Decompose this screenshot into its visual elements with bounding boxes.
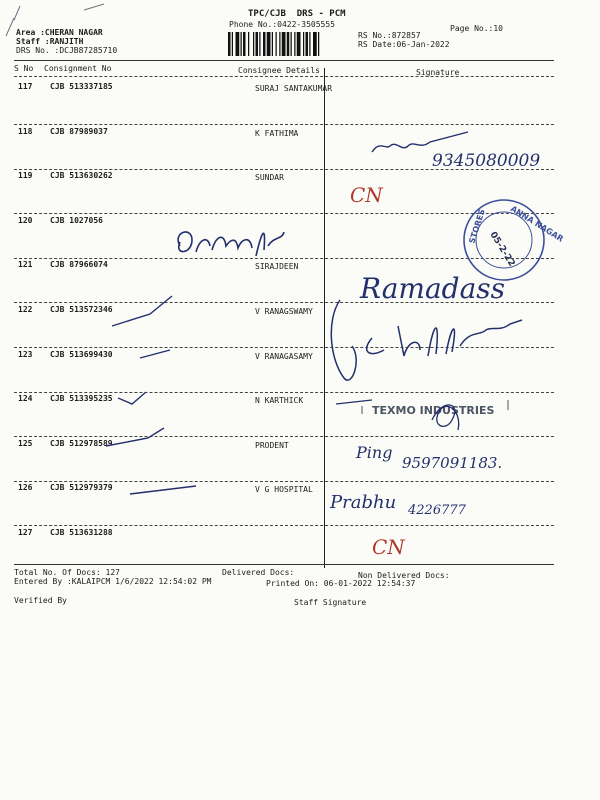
row-sno: 126	[18, 483, 33, 493]
page-number: Page No.:10	[450, 24, 503, 33]
entered-by: Entered By :KALAIPCM 1/6/2022 12:54:02 PM	[14, 577, 212, 586]
barcode-bar	[228, 32, 231, 56]
barcode-bar	[263, 32, 266, 56]
barcode-bar	[267, 32, 271, 56]
row-consignment-no: CJB 513630262	[50, 171, 113, 181]
row-sno: 123	[18, 349, 33, 359]
phone-number: Phone No.:0422-3505555	[229, 20, 335, 29]
row-separator	[14, 392, 554, 393]
barcode-bar	[309, 32, 310, 56]
header-rule-bottom	[14, 76, 554, 77]
row-consignment-no: CJB 87989037	[50, 126, 108, 136]
checkmark-row-123	[140, 350, 170, 358]
row-separator	[14, 213, 554, 214]
column-divider	[324, 68, 325, 568]
row-sno: 120	[18, 215, 33, 225]
row-sno: 119	[18, 171, 33, 181]
row-consignment-no: CJB 513699430	[50, 349, 113, 359]
stamp-date: 05-2-22	[487, 230, 517, 269]
col-header-signature: Signature	[416, 68, 460, 77]
row-consignment-no: CJB 513572346	[50, 305, 113, 314]
drs-number: DRS No. :DCJB87285710	[16, 46, 118, 55]
barcode-bar	[294, 32, 295, 56]
barcode-bar	[276, 32, 277, 56]
signature-row-121: Ramadass	[360, 272, 506, 305]
row-sno: 118	[18, 126, 33, 136]
barcode-bar	[243, 32, 246, 56]
staff-signature-label: Staff Signature	[294, 598, 367, 607]
col-header-sno: S No	[14, 64, 34, 73]
barcode-bar	[306, 32, 309, 56]
barcode-bar	[287, 32, 290, 56]
rs-date: RS Date:06-Jan-2022	[358, 40, 450, 49]
row-consignee: K FATHIMA	[255, 128, 299, 138]
company-stamp: TEXMO INDUSTRIES	[372, 404, 495, 417]
row-separator	[14, 436, 554, 437]
phone-note-125: 9597091183.	[402, 454, 503, 472]
signature-row-126: Prabhu	[330, 492, 397, 513]
row-separator	[14, 169, 554, 170]
barcode-bar	[291, 32, 292, 56]
stamp-text-top: ANNA NAGAR	[508, 204, 565, 244]
area-label: Area :CHERAN NAGAR	[16, 28, 103, 37]
signature-row-125: Ping	[356, 443, 393, 462]
row-consignment-no: CJB 513337185	[50, 82, 113, 91]
corner-scribble	[84, 4, 104, 10]
row-sno: 117	[18, 82, 33, 91]
checkmark-row-126	[130, 486, 196, 494]
row-sno: 122	[18, 305, 33, 314]
row-consignee: N KARTHICK	[255, 396, 304, 406]
row-separator	[14, 124, 554, 125]
stamp-text-side: STORES	[467, 208, 487, 245]
initials-row-127: CN	[372, 535, 405, 559]
stamp-swirl	[432, 405, 459, 430]
barcode-bar	[282, 32, 286, 56]
signature-rows-122-123	[331, 300, 522, 380]
checkmark-row-124	[118, 392, 146, 404]
row-consignment-no: CJB 87966074	[50, 260, 108, 270]
row-consignee: PRODENT	[255, 440, 289, 450]
row-consignment-no: CJB 513631288	[50, 528, 113, 537]
delivered-docs: Delivered Docs:	[222, 568, 295, 577]
barcode-bar	[232, 32, 233, 56]
barcode-bar	[241, 32, 242, 56]
row-separator	[14, 347, 554, 348]
stamp-bracket	[362, 400, 508, 414]
barcode-bar	[253, 32, 254, 56]
barcode-bar	[313, 32, 317, 56]
row-consignment-no: CJB 513395235	[50, 394, 113, 404]
row-separator	[14, 481, 554, 482]
printed-on: Printed On: 06-01-2022 12:54:37	[266, 579, 416, 588]
row-sno: 125	[18, 438, 33, 448]
staff-label: Staff :RANJITH	[16, 37, 84, 46]
row-consignee: V RANAGASAMY	[255, 351, 313, 361]
barcode-bar	[256, 32, 259, 56]
signature-row-120	[178, 232, 284, 256]
barcode-bar	[248, 32, 249, 56]
document-title: TPC/CJB DRS - PCM	[248, 9, 346, 19]
row-consignee: SUNDAR	[255, 173, 284, 183]
barcode-bar	[318, 32, 319, 56]
row-consignee: V G HOSPITAL	[255, 485, 313, 495]
barcode-bar	[297, 32, 301, 56]
barcode-bar	[259, 32, 260, 56]
total-docs: Total No. Of Docs: 127	[14, 568, 120, 577]
phone-note-118: 9345080009	[432, 151, 541, 171]
barcode-bar	[236, 32, 240, 56]
stamp-underline	[336, 400, 372, 404]
round-store-stamp	[464, 200, 565, 280]
non-delivered-docs: Non Delivered Docs:	[358, 571, 450, 580]
checkmark-row-122	[112, 296, 172, 326]
row-consignment-no: CJB 512979379	[50, 483, 113, 493]
col-header-consignment: Consignment No	[44, 64, 112, 73]
initials-row-119: CN	[350, 183, 383, 207]
signature-row-118	[372, 132, 468, 152]
number-note-126: 4226777	[408, 503, 466, 518]
barcode-bar	[303, 32, 304, 56]
barcode-bar	[272, 32, 273, 56]
row-separator	[14, 302, 554, 303]
row-sno: 127	[18, 528, 33, 537]
barcode-bar	[279, 32, 280, 56]
row-sno: 124	[18, 394, 33, 404]
row-consignee: V RANAGSWAMY	[255, 307, 313, 316]
row-sno: 121	[18, 260, 33, 270]
row-consignee: SIRAJDEEN	[255, 262, 299, 272]
row-consignment-no: CJB 512978589	[50, 438, 113, 448]
rs-number: RS No.:872857	[358, 31, 421, 40]
row-consignment-no: CJB 1027056	[50, 215, 103, 225]
footer-rule	[14, 564, 554, 565]
verified-by: Verified By	[14, 596, 67, 605]
col-header-consignee: Consignee Details	[238, 66, 320, 75]
barcode-image	[228, 32, 348, 56]
header-rule-top	[14, 60, 554, 61]
row-consignee: SURAJ SANTAKUMAR	[255, 84, 333, 93]
row-separator	[14, 258, 554, 259]
row-separator	[14, 525, 554, 526]
